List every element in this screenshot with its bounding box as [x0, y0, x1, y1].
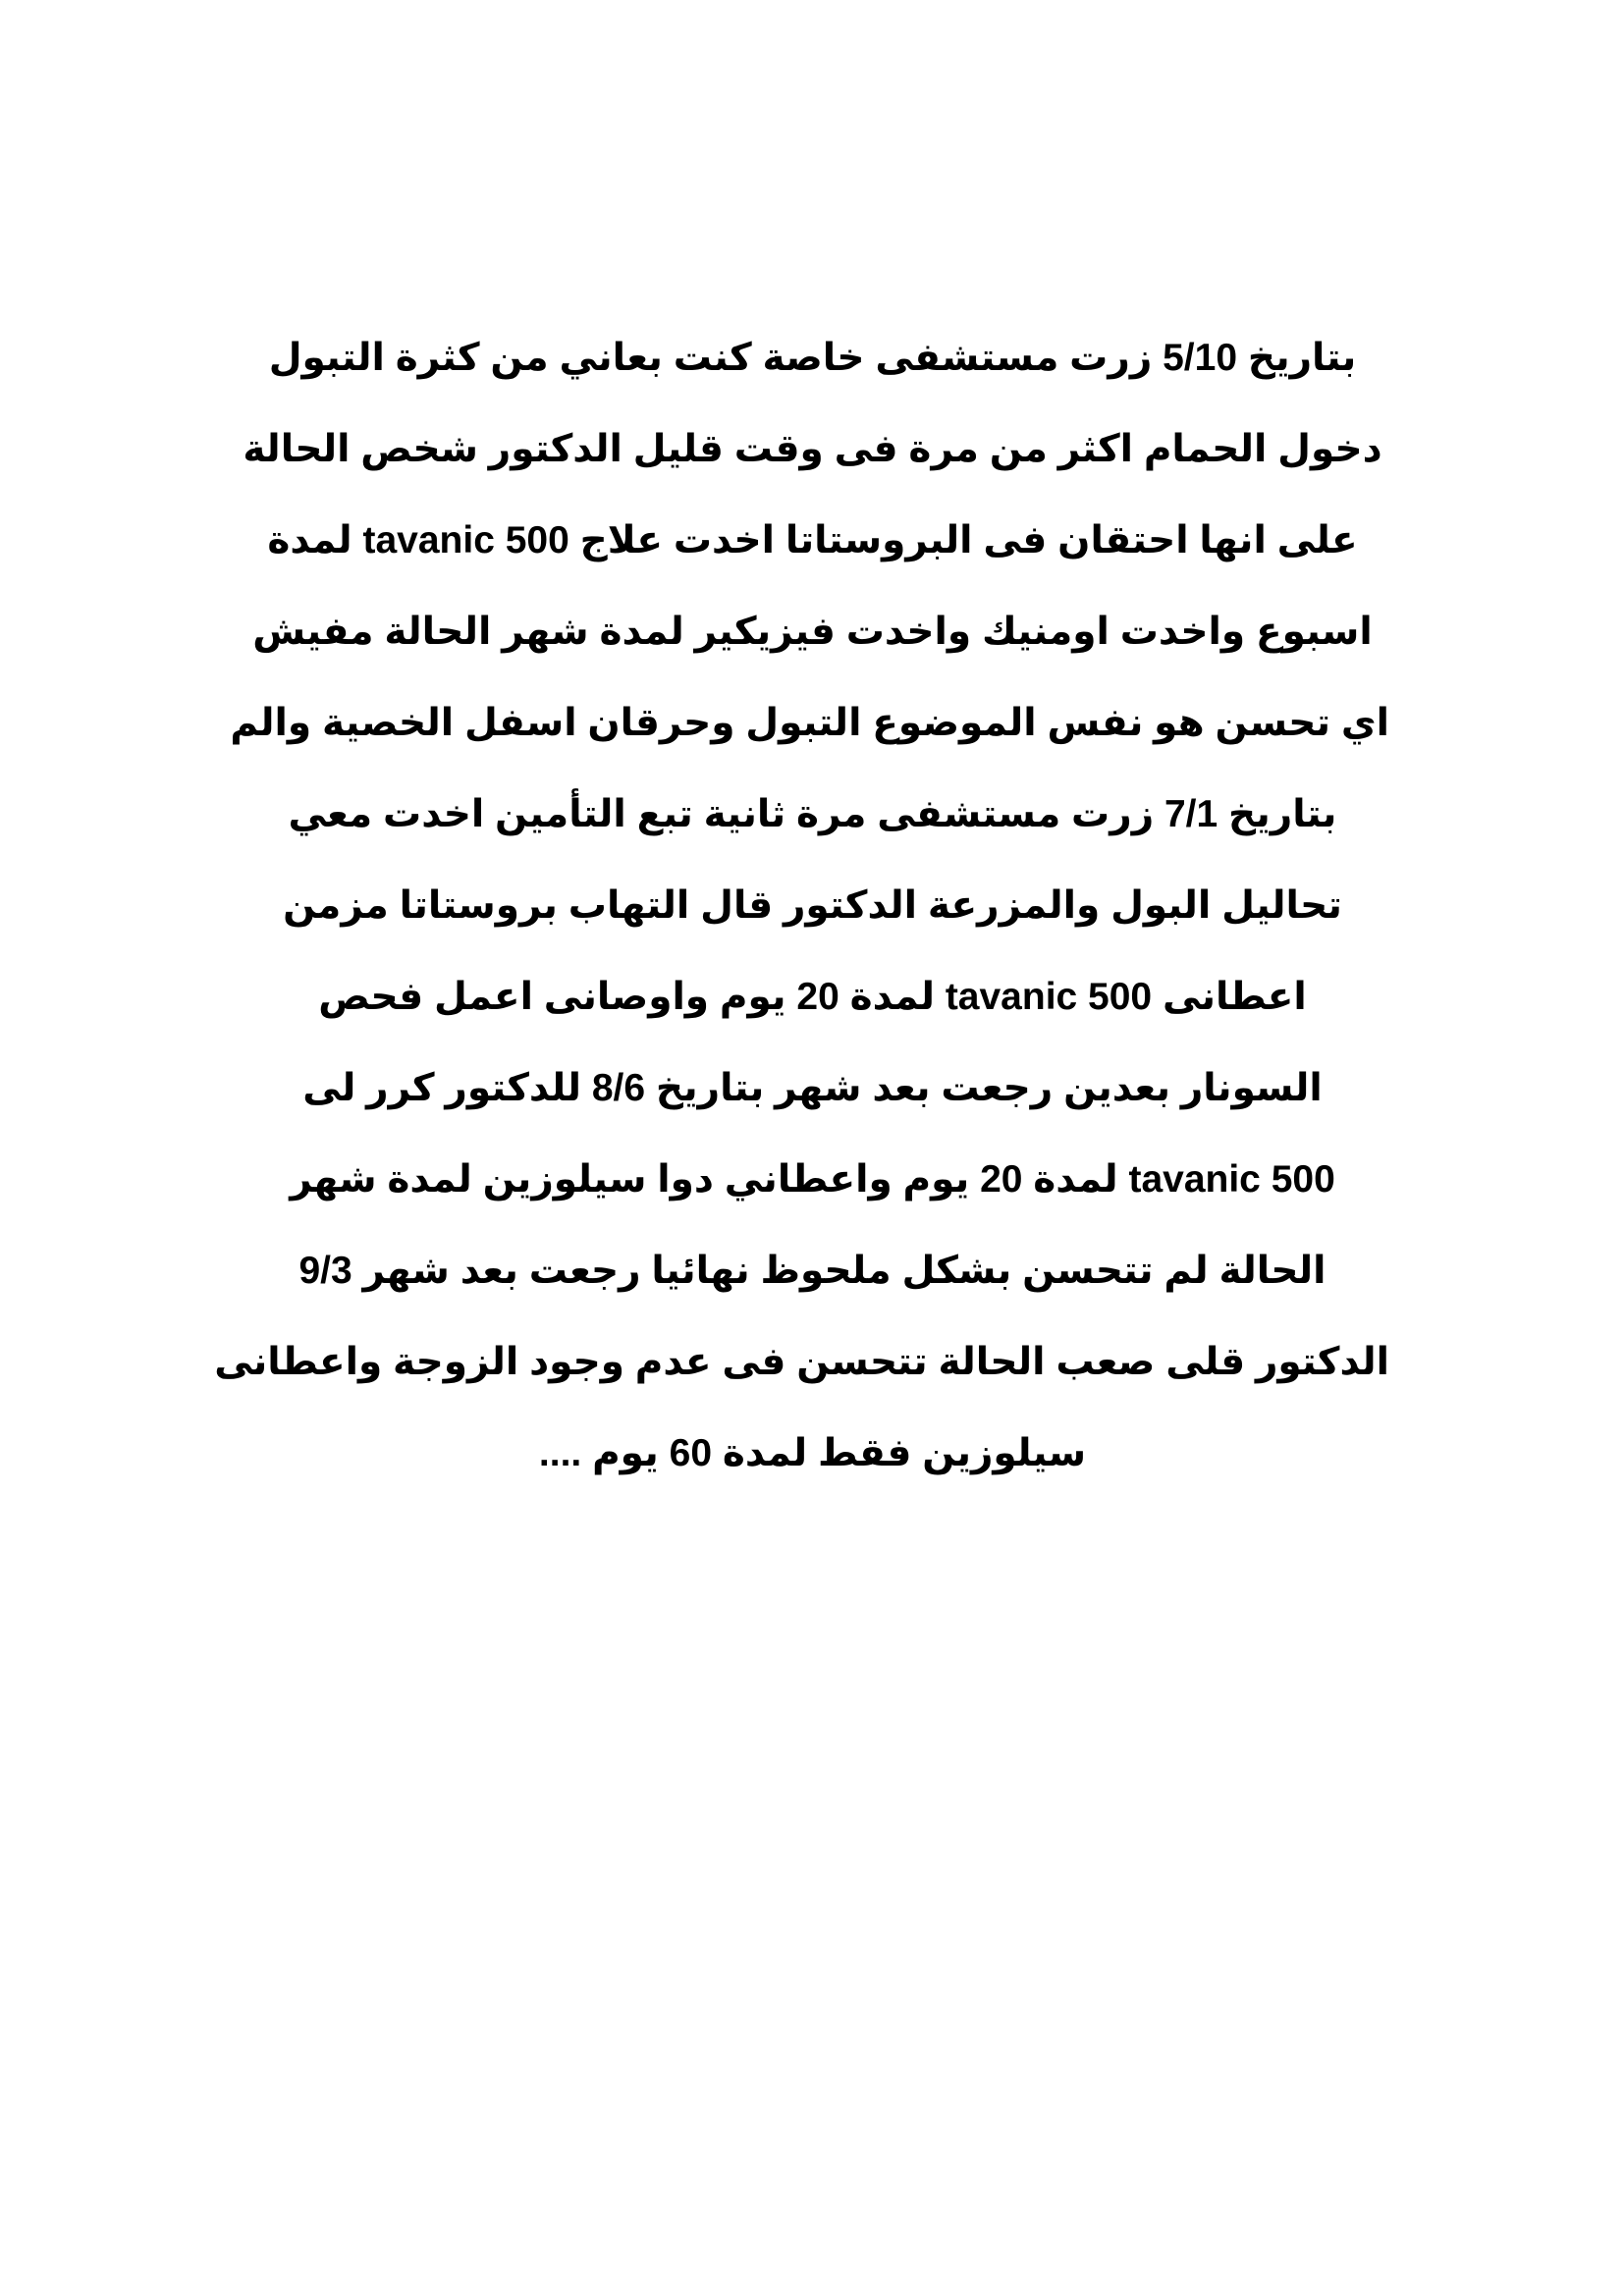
text-line-12: الدكتور قلى صعب الحالة تتحسن فى عدم وجود الزوجة واعطانى — [214, 1341, 1389, 1383]
text-line-1: بتاريخ 5/10 زرت مستشفى خاصة كنت بعاني من كثرة التبول — [268, 337, 1357, 379]
text-line-6: بتاريخ 7/1 زرت مستشفى مرة ثانية تبع التأمين اخدت معي — [288, 793, 1337, 835]
text-line-11: الحالة لم تتحسن بشكل ملحوظ نهائيا رجعت بعد شهر 9/3 — [298, 1250, 1326, 1292]
text-line-10: tavanic 500 لمدة 20 يوم واعطاني دوا سيلوزين لمدة شهر — [290, 1158, 1335, 1201]
text-line-2: دخول الحمام اكثر من مرة فى وقت قليل الدكتور شخص الحالة — [243, 428, 1382, 470]
text-line-4: اسبوع واخدت اومنيك واخدت فيزيكير لمدة شهر الحالة مفيش — [252, 611, 1373, 653]
text-line-7: تحاليل البول والمزرعة الدكتور قال التهاب بروستاتا مزمن — [283, 884, 1342, 927]
text-line-13: سيلوزين فقط لمدة 60 يوم .... — [538, 1432, 1087, 1474]
body-text — [214, 312, 1389, 1499]
text-line-8: اعطانى tavanic 500 لمدة 20 يوم واوصانى اعمل فحص — [318, 976, 1307, 1018]
text-line-9: السونار بعدين رجعت بعد شهر بتاريخ 8/6 للدكتور كرر لى — [302, 1067, 1323, 1109]
text-line-5: اي تحسن هو نفس الموضوع التبول وحرقان اسفل الخصية والم — [230, 702, 1389, 744]
text-line-3: على انها احتقان فى البروستاتا اخدت علاج tavanic 500 لمدة — [267, 519, 1358, 561]
